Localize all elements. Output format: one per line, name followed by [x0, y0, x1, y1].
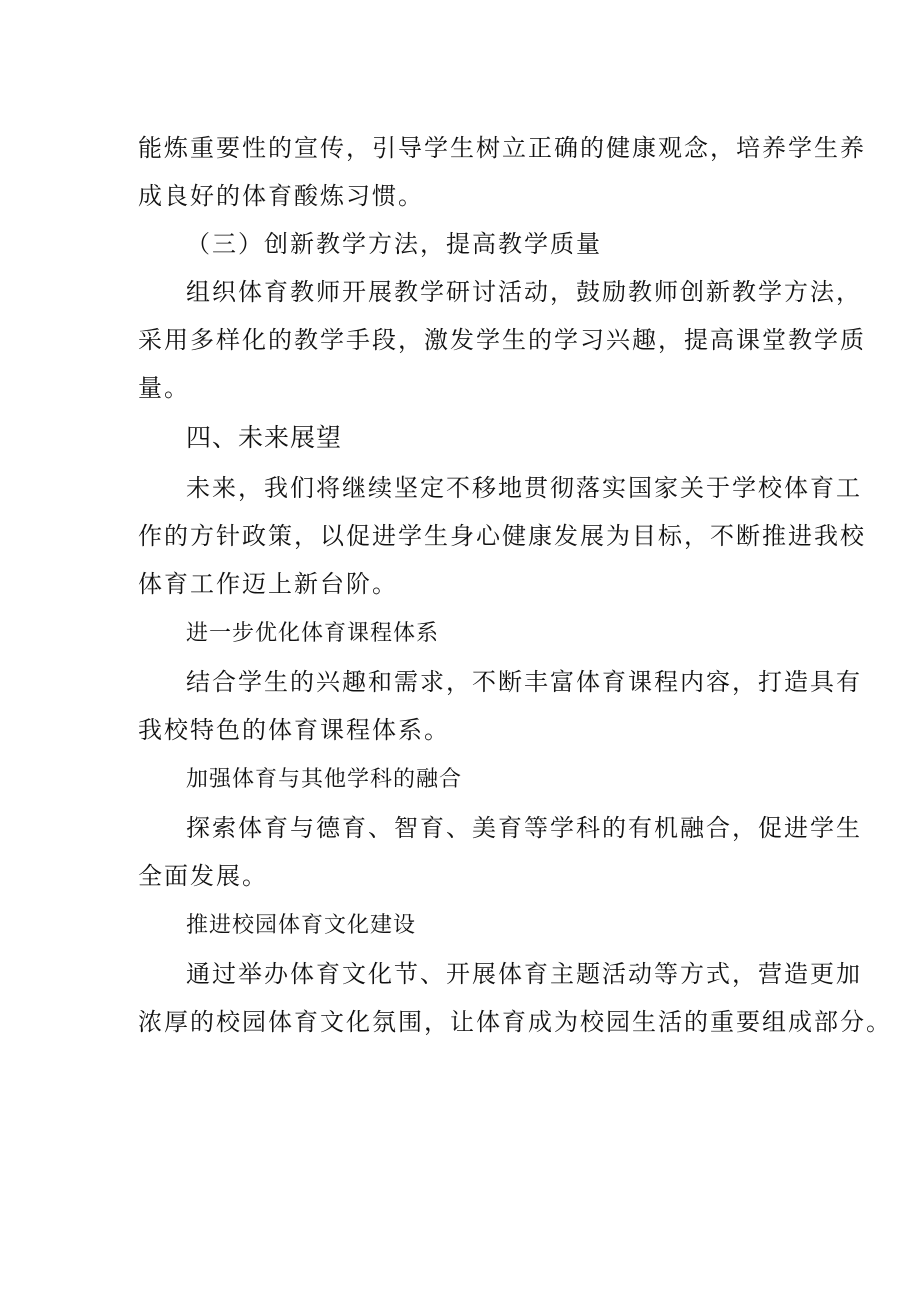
section-heading: 四、未来展望: [186, 423, 343, 452]
paragraph-line: 组织体育教师开展教学研讨活动，鼓励教师创新教学方法，: [186, 278, 862, 306]
paragraph-line: 未来，我们将继续坚定不移地贯彻落实国家关于学校体育工: [186, 474, 862, 502]
paragraph-line: 浓厚的校园体育文化氛围，让体育成为校园生活的重要组成部分。: [138, 1008, 892, 1036]
paragraph-line: 通过举办体育文化节、开展体育主题活动等方式，营造更加: [186, 960, 862, 988]
paragraph-line: 我校特色的体育课程体系。: [138, 716, 450, 744]
paragraph-line: 体育工作迈上新台阶。: [138, 570, 398, 598]
paragraph-line: 探索体育与德育、智育、美育等学科的有机融合，促进学生: [186, 814, 862, 842]
paragraph-line: 采用多样化的教学手段，激发学生的学习兴趣，提高课堂教学质: [138, 326, 866, 354]
paragraph-line: 能炼重要性的宣传，引导学生树立正确的健康观念，培养学生养: [138, 134, 866, 162]
subsection-heading: 加强体育与其他学科的融合: [186, 767, 463, 792]
paragraph-line: 作的方针政策，以促进学生身心健康发展为目标，不断推进我校: [138, 522, 866, 550]
subsection-heading: 推进校园体育文化建设: [186, 913, 417, 938]
paragraph-line: 成良好的体育酸炼习惯。: [138, 182, 424, 210]
paragraph-line: 全面发展。: [138, 862, 268, 890]
paragraph-line: 结合学生的兴趣和需求，不断丰富体育课程内容，打造具有: [186, 668, 862, 696]
subsection-heading: （三）创新教学方法，提高教学质量: [186, 230, 602, 258]
subsection-heading: 进一步优化体育课程体系: [186, 621, 440, 646]
paragraph-line: 量。: [138, 374, 190, 402]
